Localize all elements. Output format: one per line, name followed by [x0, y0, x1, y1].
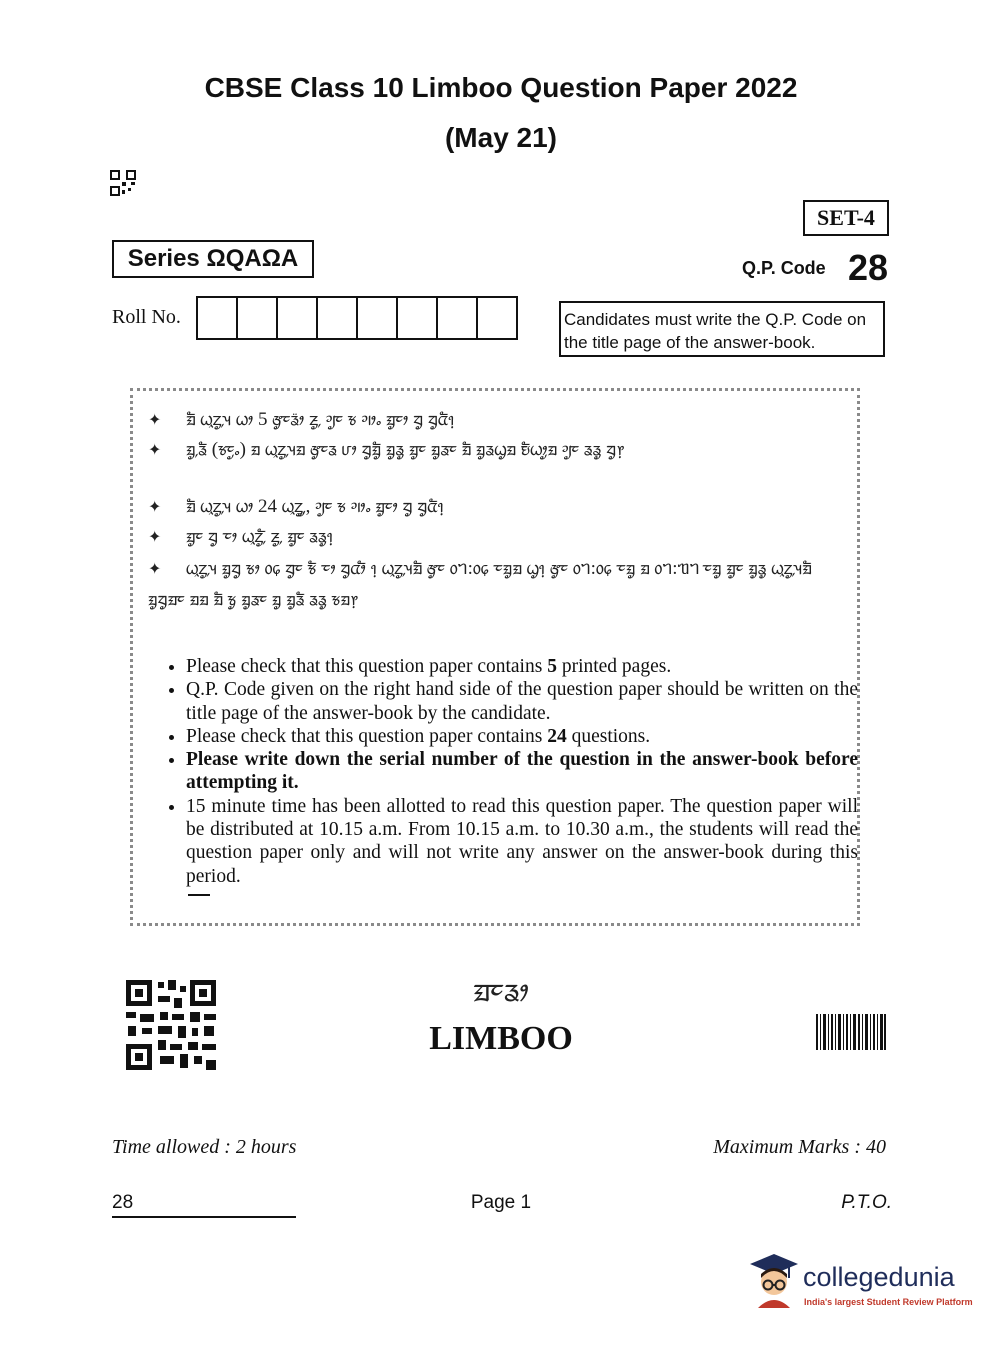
- roll-box[interactable]: [238, 298, 278, 338]
- barcode-icon: [816, 1014, 886, 1050]
- star-bullet-icon: ✦: [148, 561, 162, 578]
- instruction-item: • Q.P. Code given on the right hand side of the question paper should be written on the title page of the answer-book by the candidate.: [186, 678, 858, 725]
- roll-box[interactable]: [478, 298, 516, 338]
- roll-no-boxes[interactable]: [196, 296, 518, 340]
- qp-code-label: Q.P. Code: [742, 258, 826, 278]
- brand-tagline: India's largest Student Review Platform: [804, 1297, 973, 1307]
- qp-code-value: 28: [848, 247, 889, 288]
- small-qr-icon: [110, 170, 136, 196]
- pto-label: P.T.O.: [841, 1192, 892, 1213]
- roll-no-label: Roll No.: [112, 306, 181, 328]
- candidate-note: Candidates must write the Q.P. Code on the title page of the answer-book.: [559, 301, 885, 357]
- dash-divider: [188, 894, 210, 896]
- footer-rule: [112, 1216, 296, 1218]
- brand-name: collegedunia: [803, 1262, 955, 1292]
- instruction-item: • 15 minute time has been allotted to read this question paper. The question paper will be distributed at 10.15 a.m. From 10.15 a.m. to 10.30 a.m., the students will read the question paper only and will not write any answer on the answer-book during this period.: [186, 795, 858, 888]
- roll-box[interactable]: [358, 298, 398, 338]
- page-title: CBSE Class 10 Limboo Question Paper 2022: [204, 72, 798, 103]
- limbu-instruction: ✦ ᤀᤢ᤹ᤕᤠ (ᤃᤰᤢᤱ) ᤀ ᤐᤪᤁᤢ᤹ᤵᤀ ᤅᤢᤰᤕ ᤙᤣ ᤔᤢᤀᤢᤠ ᤀᤢᤕᤢ ᤀᤢᤰ ᤀᤢᤕᤰ ᤀᤠ ᤀᤢᤕᤐᤢᤀ ᤎᤠᤐᤣᤢᤀ ᤆᤢᤰ ᤕᤕᤢ ᤔᤢ᥅: [148, 435, 838, 466]
- page-number: Page 1: [470, 1192, 532, 1213]
- subject-limbu-name: ᤀᤰᤕᤣ: [473, 972, 529, 1009]
- series-label: Series ΩQAΩA: [112, 240, 314, 278]
- roll-box[interactable]: [438, 298, 478, 338]
- roll-box[interactable]: [278, 298, 318, 338]
- roll-box[interactable]: [318, 298, 358, 338]
- star-bullet-icon: ✦: [148, 499, 162, 516]
- roll-box[interactable]: [398, 298, 438, 338]
- limbu-instruction: ✦ ᤀᤠ ᤐᤪᤁᤢ᤹ᤵ ᤐᤣ 5 ᤅᤢᤰᤕ᤺ᤣ ᤏᤢ᤹ ᤆᤢᤰ ᤃ ᤆᤣᤱ ᤀᤢᤰᤣ ᤔᤢ ᤔᤢᤂᤠ᥄: [148, 405, 838, 436]
- instruction-item: • Please write down the serial number of the question in the answer-book before attempting it.: [186, 748, 858, 795]
- star-bullet-icon: ✦: [148, 529, 162, 546]
- limbu-instruction: ✦ ᤀᤠ ᤐᤪᤁᤢ᤹ᤵ ᤐᤣ 24 ᤐᤪᤁᤢ᤹ᤢ, ᤆᤢᤰ ᤃ ᤆᤣᤱ ᤀᤢᤰᤣ ᤔᤢ ᤔᤢᤂᤠ᥄: [148, 492, 838, 523]
- star-bullet-icon: ✦: [148, 412, 162, 429]
- instruction-item: • Please check that this question paper contains 5 printed pages.: [186, 655, 858, 678]
- english-instructions: [160, 655, 858, 888]
- instruction-item: • Please check that this question paper contains 24 questions.: [186, 725, 858, 748]
- roll-box[interactable]: [198, 298, 238, 338]
- page-subtitle: (May 21): [444, 122, 558, 153]
- maximum-marks: Maximum Marks : 40: [713, 1136, 886, 1158]
- subject-english-name: LIMBOO: [429, 1020, 573, 1057]
- limbu-instruction: ✦ ᤐᤪᤁᤢ᤹ᤵ ᤀᤢᤔᤢ ᤃᤣ ᥆᥌ ᤔᤢᤰ ᤃᤠ ᤰᤣ ᤔᤢᤂᤣᤠ ᥄ ᤐᤪᤁᤢ᤹ᤵᤀᤠ ᤅᤢᤰ ᥆ᥐ:᥆᥌ ᤰᤀᤢᤀ ᤐᤢ᥄ ᤅᤢᤰ ᥆ᥐ:᥆᥌ ᤰᤀᤢ ᤀ ᥆ᥐ:ᥓᥐ ᤰᤀᤢ ᤀᤢᤰ ᤀᤢᤕᤢ ᤐᤪᤁᤢ᤹ᤵᤀᤠ ᤀᤢᤔᤢᤀᤰ ᤀᤀ ᤀᤠ ᤃᤢ ᤀᤢᤕᤰ ᤀᤢ ᤀᤢᤕᤠ ᤕᤕᤢ ᤃᤀ᥅: [148, 554, 838, 615]
- time-allowed: Time allowed : 2 hours: [112, 1136, 297, 1158]
- footer-code: 28: [112, 1192, 134, 1213]
- set-label: SET-4: [803, 200, 889, 236]
- collegedunia-logo-icon: [744, 1250, 802, 1308]
- star-bullet-icon: ✦: [148, 442, 162, 459]
- limbu-instruction: ✦ ᤀᤢᤰ ᤔᤢ ᤰᤣ ᤐᤪᤁᤢ᤹ᤠ ᤏᤢ᤹ ᤀᤢᤰ ᤕᤕᤢ᥄: [148, 522, 838, 553]
